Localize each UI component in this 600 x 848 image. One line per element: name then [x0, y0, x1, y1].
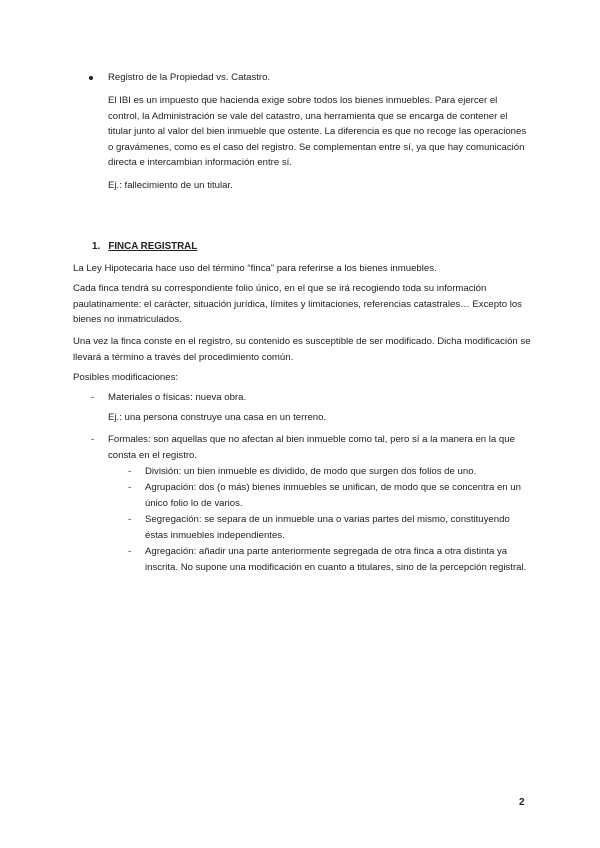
- sub-item-division: División: un bien inmueble es dividido, de modo que surgen dos folios de uno.: [145, 466, 477, 477]
- dash-marker: -: [128, 466, 132, 477]
- sub-item-agregacion: Agregación: añadir una parte anteriormente segregada de otra finca a otra distinta ya inscrita. No supone una modificación en cuanto a titulares, sino de la percepción registral.: [145, 546, 527, 573]
- section-heading: [92, 239, 197, 255]
- dash-marker: -: [128, 546, 132, 557]
- section-number: 1.: [92, 241, 101, 252]
- dash-marker: -: [91, 392, 95, 403]
- paragraph-folio-unico: Cada finca tendrá su correspondiente folio único, en el que se irá recogiendo toda su información paulatinamente: el carácter, situación jurídica, límites y limitaciones, referencias catastrales… Excepto los bienes no inmatriculados.: [73, 283, 522, 326]
- dash-marker: -: [128, 482, 132, 493]
- list-item-materiales: Materiales o físicas: nueva obra.: [108, 392, 247, 403]
- paragraph-posibles: Posibles modificaciones:: [73, 372, 179, 383]
- dash-marker: -: [91, 434, 95, 445]
- bullet-title: Registro de la Propiedad vs. Catastro.: [108, 72, 271, 83]
- sub-item-segregacion: Segregación: se separa de un inmueble una o varias partes del mismo, constituyendo éstas inmuebles independientes.: [145, 514, 510, 541]
- list-item-formales: Formales: son aquellas que no afectan al bien inmueble como tal, pero sí a la manera en la que consta en el registro.: [108, 434, 515, 461]
- bullet-icon: [89, 76, 93, 80]
- list-item-materiales-example: Ej.: una persona construye una casa en un terreno.: [108, 412, 327, 423]
- sub-item-agrupacion: Agrupación: dos (o más) bienes inmuebles se unifican, de modo que se concentra en un único folio lo de varios.: [145, 482, 521, 509]
- dash-marker: -: [128, 514, 132, 525]
- catastro-example: Ej.: fallecimiento de un titular.: [108, 180, 233, 191]
- paragraph-ley-hipotecaria: La Ley Hipotecaria hace uso del término “finca” para referirse a los bienes inmuebles.: [73, 263, 437, 274]
- catastro-paragraph: El IBI es un impuesto que hacienda exige sobre todos los bienes inmuebles. Para ejercer el control, la Administración se vale del catastro, una herramienta que se encarga de contener el titular junto al valor del bien inmueble que ostente. La diferencia es que no recoge las operaciones o gravámenes, como es el caso del registro. Se complementan entre sí, ya que hay comunicación directa e intercambian información entre sí.: [108, 95, 527, 169]
- section-title: FINCA REGISTRAL: [108, 241, 198, 252]
- page-number: 2: [519, 797, 525, 808]
- paragraph-modificacion: Una vez la finca conste en el registro, su contenido es susceptible de ser modificado. Dicha modificación se llevará a término a través del procedimiento común.: [73, 336, 531, 363]
